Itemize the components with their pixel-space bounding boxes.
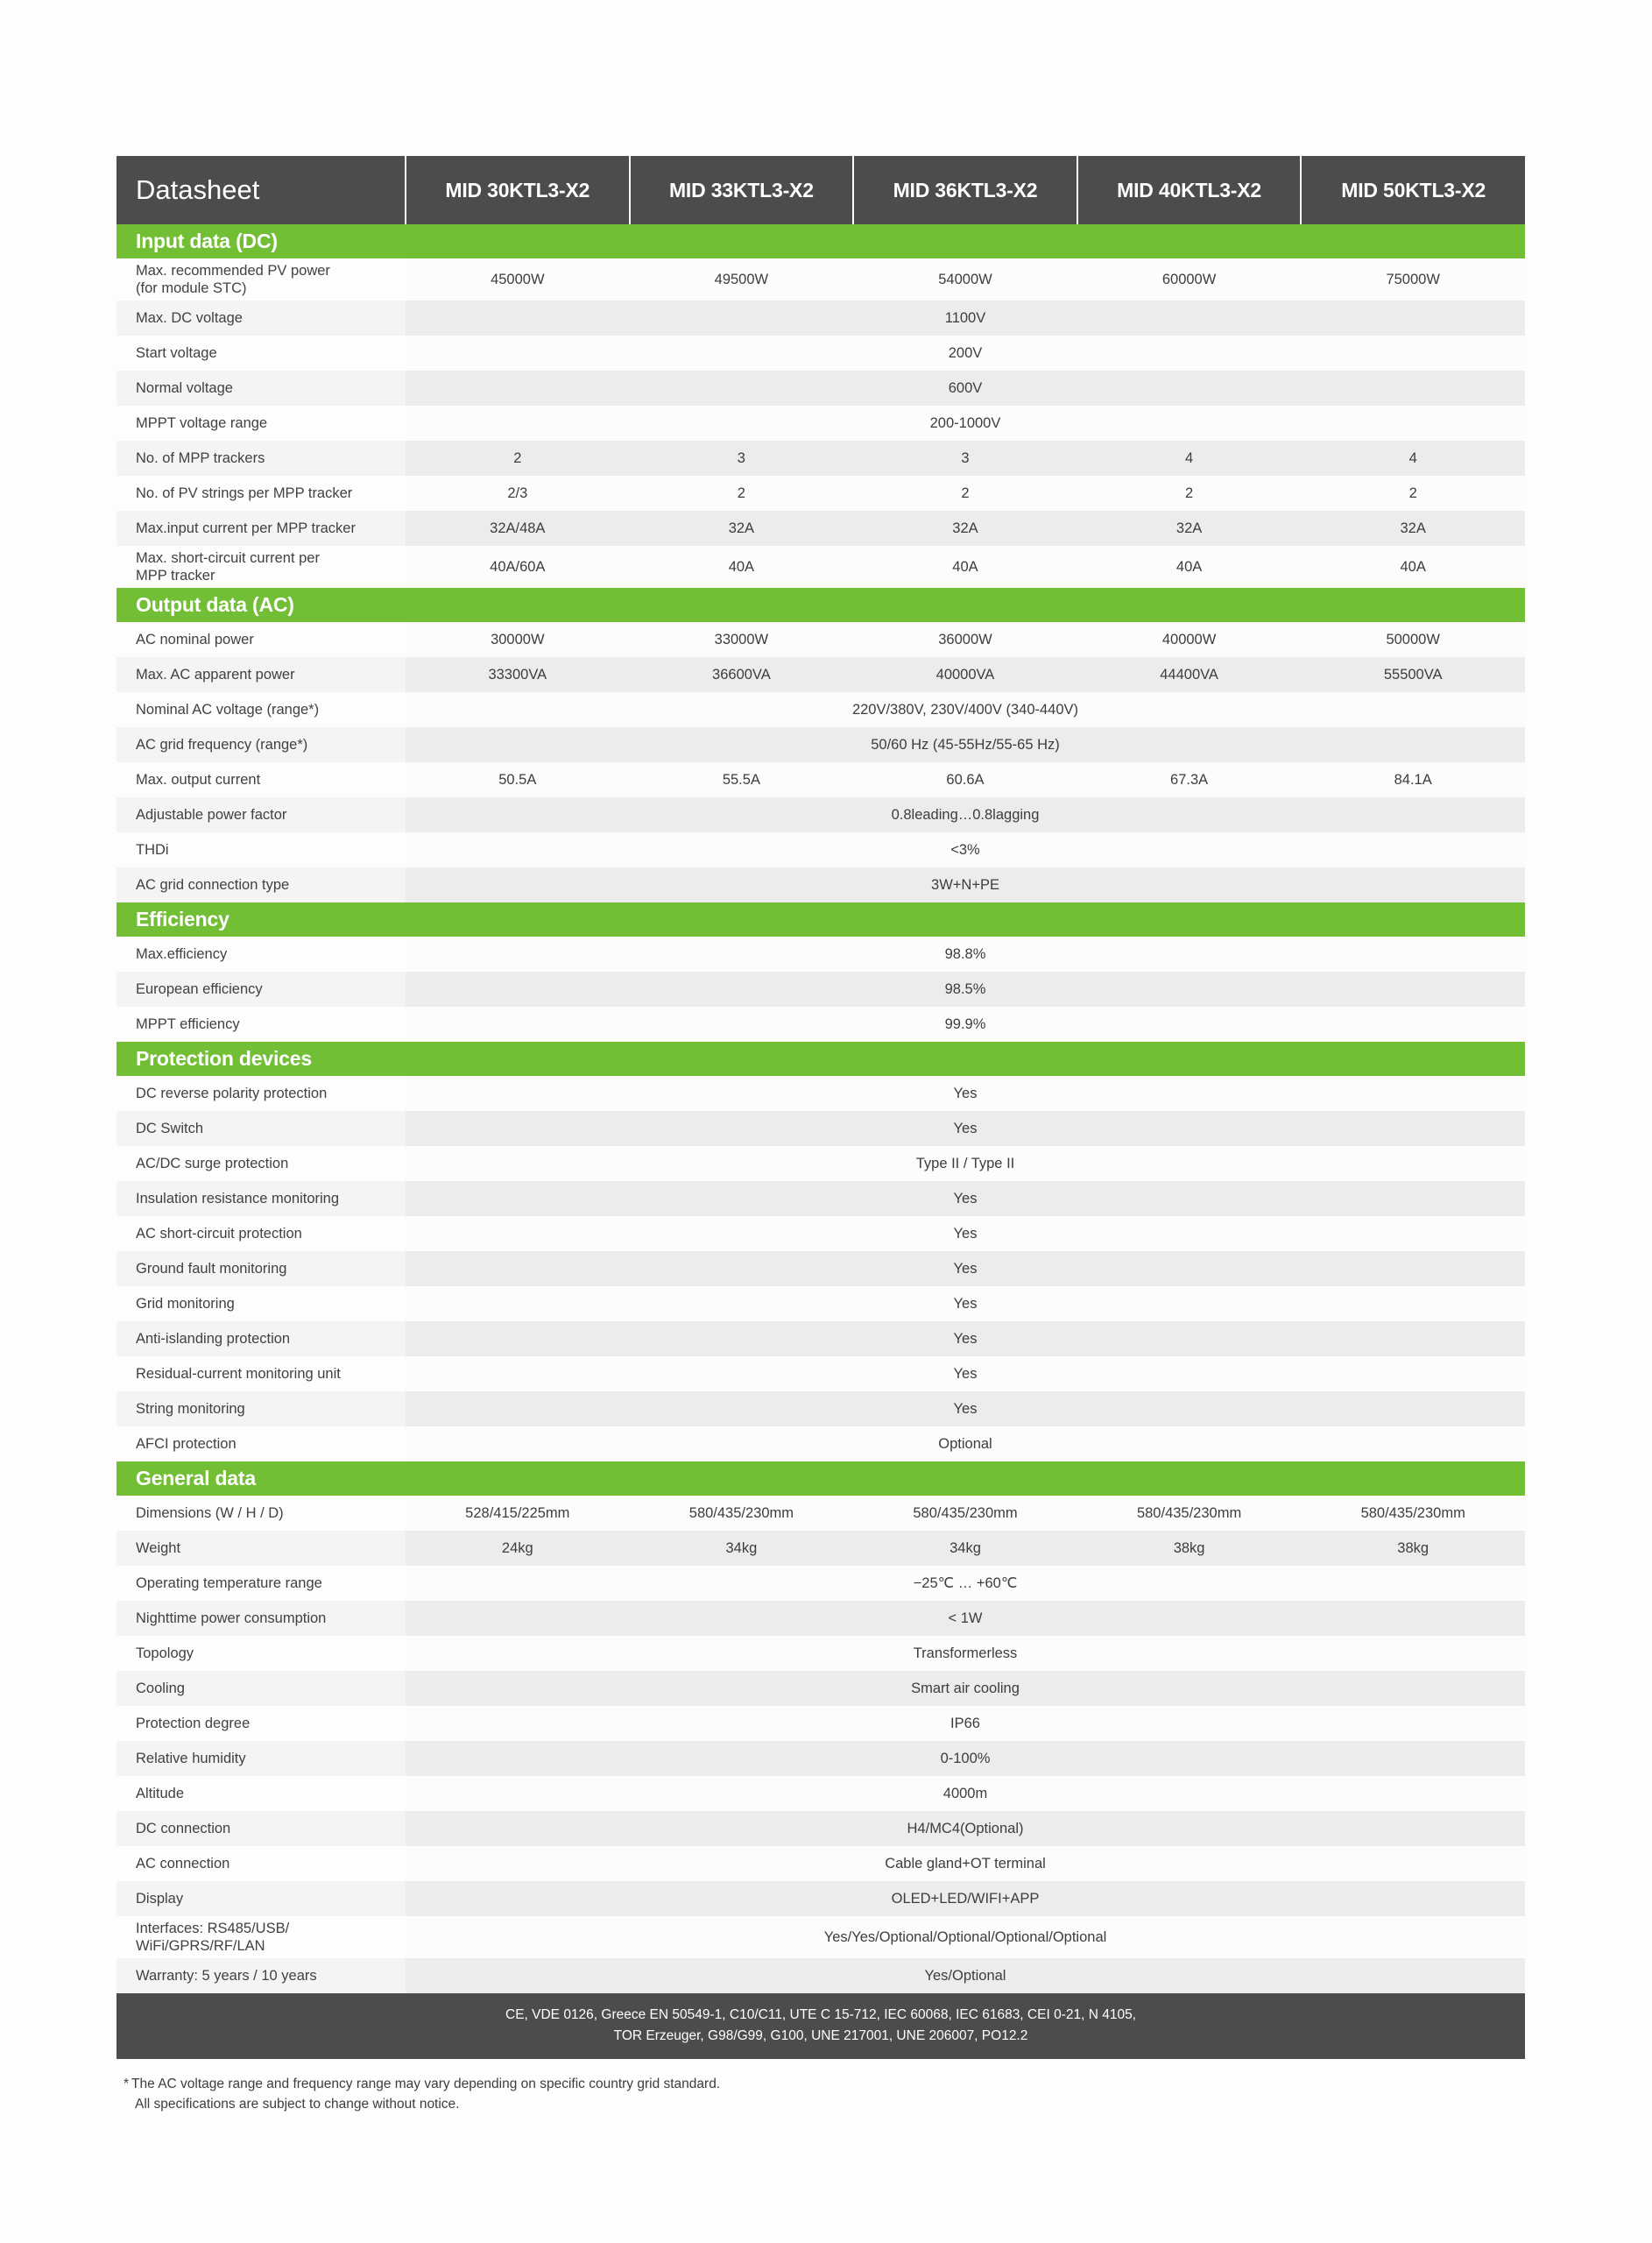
spec-value-all-models: Yes <box>406 1076 1525 1111</box>
spec-label: Max. short-circuit current per MPP tracker <box>116 546 406 588</box>
spec-label: String monitoring <box>116 1391 406 1426</box>
spec-value: 40A <box>1077 546 1302 588</box>
spec-value-all-models: 98.8% <box>406 937 1525 972</box>
spec-label: DC connection <box>116 1811 406 1846</box>
model-column-header-4: MID 40KTL3-X2 <box>1077 156 1302 224</box>
spec-row <box>116 258 1525 301</box>
spec-value-all-models: 200-1000V <box>406 406 1525 441</box>
spec-row <box>116 1601 1525 1636</box>
spec-value-all-models: IP66 <box>406 1706 1525 1741</box>
spec-label: Ground fault monitoring <box>116 1251 406 1286</box>
spec-row <box>116 1881 1525 1916</box>
spec-value-all-models: Yes <box>406 1181 1525 1216</box>
spec-label: Grid monitoring <box>116 1286 406 1321</box>
spec-label: Operating temperature range <box>116 1566 406 1601</box>
spec-value: 40000VA <box>853 657 1077 692</box>
spec-row <box>116 1216 1525 1251</box>
spec-value: 40A <box>1301 546 1525 588</box>
spec-value: 32A <box>1301 511 1525 546</box>
spec-value: 3 <box>853 441 1077 476</box>
spec-row <box>116 1776 1525 1811</box>
spec-value: 50.5A <box>406 762 630 797</box>
spec-row <box>116 1566 1525 1601</box>
spec-label: Protection degree <box>116 1706 406 1741</box>
spec-value: 33000W <box>630 622 854 657</box>
spec-label: Anti-islanding protection <box>116 1321 406 1356</box>
spec-row <box>116 1356 1525 1391</box>
spec-label: No. of PV strings per MPP tracker <box>116 476 406 511</box>
spec-row <box>116 1111 1525 1146</box>
spec-label: No. of MPP trackers <box>116 441 406 476</box>
spec-label: AC grid frequency (range*) <box>116 727 406 762</box>
spec-value-all-models: 220V/380V, 230V/400V (340-440V) <box>406 692 1525 727</box>
spec-row <box>116 1846 1525 1881</box>
spec-value: 55500VA <box>1301 657 1525 692</box>
spec-label: DC Switch <box>116 1111 406 1146</box>
spec-row <box>116 1531 1525 1566</box>
spec-row <box>116 1146 1525 1181</box>
spec-value: 580/435/230mm <box>630 1496 854 1531</box>
spec-value-all-models: Transformerless <box>406 1636 1525 1671</box>
spec-label: Cooling <box>116 1671 406 1706</box>
spec-value: 40A <box>630 546 854 588</box>
spec-value-all-models: 200V <box>406 336 1525 371</box>
spec-value: 2/3 <box>406 476 630 511</box>
spec-value-all-models: Yes/Yes/Optional/Optional/Optional/Optional <box>406 1916 1525 1958</box>
spec-row <box>116 1076 1525 1111</box>
section-header-row <box>116 1042 1525 1076</box>
spec-row <box>116 371 1525 406</box>
spec-value-all-models: Type II / Type II <box>406 1146 1525 1181</box>
table-body <box>116 224 1525 1993</box>
spec-row <box>116 1811 1525 1846</box>
spec-row <box>116 832 1525 867</box>
spec-label: Topology <box>116 1636 406 1671</box>
spec-value: 60000W <box>1077 258 1302 301</box>
spec-value: 34kg <box>630 1531 854 1566</box>
spec-row <box>116 1958 1525 1993</box>
spec-value: 75000W <box>1301 258 1525 301</box>
spec-label: Insulation resistance monitoring <box>116 1181 406 1216</box>
spec-value: 45000W <box>406 258 630 301</box>
certification-line-1: CE, VDE 0126, Greece EN 50549-1, C10/C11, UTE C 15-712, IEC 60068, IEC 61683, CEI 0-21, N 4105, <box>505 2007 1136 2022</box>
spec-label: Max. AC apparent power <box>116 657 406 692</box>
spec-value-all-models: Optional <box>406 1426 1525 1461</box>
spec-row <box>116 727 1525 762</box>
spec-label: THDi <box>116 832 406 867</box>
spec-value: 32A/48A <box>406 511 630 546</box>
spec-row <box>116 1496 1525 1531</box>
spec-value: 38kg <box>1077 1531 1302 1566</box>
spec-value: 67.3A <box>1077 762 1302 797</box>
spec-value-all-models: 50/60 Hz (45-55Hz/55-65 Hz) <box>406 727 1525 762</box>
spec-row <box>116 937 1525 972</box>
spec-value-all-models: Yes <box>406 1356 1525 1391</box>
spec-value: 4 <box>1301 441 1525 476</box>
spec-value-all-models: Yes <box>406 1321 1525 1356</box>
spec-value-all-models: Yes <box>406 1216 1525 1251</box>
spec-value: 49500W <box>630 258 854 301</box>
datasheet-container <box>116 156 1525 2115</box>
spec-value: 32A <box>853 511 1077 546</box>
spec-value-all-models: Yes <box>406 1111 1525 1146</box>
spec-value: 30000W <box>406 622 630 657</box>
spec-row <box>116 1007 1525 1042</box>
spec-label: AC nominal power <box>116 622 406 657</box>
spec-value: 580/435/230mm <box>853 1496 1077 1531</box>
model-column-header-1: MID 30KTL3-X2 <box>406 156 630 224</box>
spec-value-all-models: Yes <box>406 1391 1525 1426</box>
spec-value-all-models: 4000m <box>406 1776 1525 1811</box>
spec-value-all-models: <3% <box>406 832 1525 867</box>
table-header <box>116 156 1525 224</box>
model-column-header-5: MID 50KTL3-X2 <box>1301 156 1525 224</box>
spec-row <box>116 441 1525 476</box>
datasheet-title: Datasheet <box>116 156 406 224</box>
spec-value: 580/435/230mm <box>1301 1496 1525 1531</box>
spec-row <box>116 1671 1525 1706</box>
spec-value-all-models: Yes <box>406 1251 1525 1286</box>
spec-label: Relative humidity <box>116 1741 406 1776</box>
spec-row <box>116 762 1525 797</box>
spec-label: MPPT efficiency <box>116 1007 406 1042</box>
footnote-line-1: The AC voltage range and frequency range may vary depending on specific country grid standard. <box>131 2077 721 2092</box>
spec-value: 3 <box>630 441 854 476</box>
spec-label: Nominal AC voltage (range*) <box>116 692 406 727</box>
spec-row <box>116 1391 1525 1426</box>
spec-label: Weight <box>116 1531 406 1566</box>
footnote <box>116 2074 1525 2115</box>
section-header-row <box>116 588 1525 622</box>
spec-label: AC/DC surge protection <box>116 1146 406 1181</box>
spec-value-all-models: H4/MC4(Optional) <box>406 1811 1525 1846</box>
section-title: Efficiency <box>116 902 1525 937</box>
spec-value: 2 <box>630 476 854 511</box>
spec-label: Max. DC voltage <box>116 301 406 336</box>
spec-row <box>116 406 1525 441</box>
spec-row <box>116 1286 1525 1321</box>
spec-row <box>116 1426 1525 1461</box>
spec-value: 44400VA <box>1077 657 1302 692</box>
spec-value: 2 <box>853 476 1077 511</box>
spec-label: Warranty: 5 years / 10 years <box>116 1958 406 1993</box>
spec-value: 32A <box>630 511 854 546</box>
model-column-header-2: MID 33KTL3-X2 <box>630 156 854 224</box>
spec-label: Interfaces: RS485/USB/ WiFi/GPRS/RF/LAN <box>116 1916 406 1958</box>
spec-value-all-models: < 1W <box>406 1601 1525 1636</box>
spec-row <box>116 1636 1525 1671</box>
spec-label: Dimensions (W / H / D) <box>116 1496 406 1531</box>
spec-label: AC connection <box>116 1846 406 1881</box>
spec-value: 34kg <box>853 1531 1077 1566</box>
spec-value-all-models: Yes/Optional <box>406 1958 1525 1993</box>
spec-value: 55.5A <box>630 762 854 797</box>
spec-label: AC grid connection type <box>116 867 406 902</box>
spec-value: 2 <box>1077 476 1302 511</box>
header-row <box>116 156 1525 224</box>
spec-value: 24kg <box>406 1531 630 1566</box>
spec-row <box>116 657 1525 692</box>
spec-value-all-models: Cable gland+OT terminal <box>406 1846 1525 1881</box>
spec-value-all-models: OLED+LED/WIFI+APP <box>406 1881 1525 1916</box>
certifications-band <box>116 1993 1525 2059</box>
spec-row <box>116 546 1525 588</box>
spec-value-all-models: Yes <box>406 1286 1525 1321</box>
spec-value: 36000W <box>853 622 1077 657</box>
spec-value-all-models: 0-100% <box>406 1741 1525 1776</box>
spec-label: Max.input current per MPP tracker <box>116 511 406 546</box>
spec-row <box>116 511 1525 546</box>
spec-row <box>116 1321 1525 1356</box>
spec-value-all-models: Smart air cooling <box>406 1671 1525 1706</box>
spec-row <box>116 797 1525 832</box>
spec-value: 36600VA <box>630 657 854 692</box>
spec-value-all-models: 1100V <box>406 301 1525 336</box>
section-header-row <box>116 902 1525 937</box>
spec-value-all-models: 600V <box>406 371 1525 406</box>
spec-value: 2 <box>1301 476 1525 511</box>
section-title: General data <box>116 1461 1525 1496</box>
spec-label: Max. output current <box>116 762 406 797</box>
spec-value: 4 <box>1077 441 1302 476</box>
spec-value: 54000W <box>853 258 1077 301</box>
specification-table <box>116 156 1525 1993</box>
spec-label: DC reverse polarity protection <box>116 1076 406 1111</box>
spec-row <box>116 476 1525 511</box>
spec-value-all-models: 3W+N+PE <box>406 867 1525 902</box>
spec-label: AC short-circuit protection <box>116 1216 406 1251</box>
spec-value-all-models: −25℃ … +60℃ <box>406 1566 1525 1601</box>
spec-value: 40A/60A <box>406 546 630 588</box>
footnote-marker: * <box>124 2077 130 2092</box>
spec-value: 33300VA <box>406 657 630 692</box>
spec-row <box>116 301 1525 336</box>
spec-value: 2 <box>406 441 630 476</box>
spec-label: Start voltage <box>116 336 406 371</box>
footnote-line-2: All specifications are subject to change without notice. <box>135 2097 460 2112</box>
section-header-row <box>116 224 1525 258</box>
spec-value-all-models: 0.8leading…0.8lagging <box>406 797 1525 832</box>
spec-row <box>116 336 1525 371</box>
spec-row <box>116 1741 1525 1776</box>
certification-line-2: TOR Erzeuger, G98/G99, G100, UNE 217001, UNE 206007, PO12.2 <box>613 2028 1028 2044</box>
spec-label: AFCI protection <box>116 1426 406 1461</box>
spec-row <box>116 867 1525 902</box>
section-title: Output data (AC) <box>116 588 1525 622</box>
section-header-row <box>116 1461 1525 1496</box>
model-column-header-3: MID 36KTL3-X2 <box>853 156 1077 224</box>
spec-value: 60.6A <box>853 762 1077 797</box>
spec-label: Display <box>116 1881 406 1916</box>
spec-value: 38kg <box>1301 1531 1525 1566</box>
spec-value: 40000W <box>1077 622 1302 657</box>
spec-value: 580/435/230mm <box>1077 1496 1302 1531</box>
spec-row <box>116 622 1525 657</box>
section-title: Protection devices <box>116 1042 1525 1076</box>
spec-row <box>116 1181 1525 1216</box>
spec-value: 40A <box>853 546 1077 588</box>
spec-label: Normal voltage <box>116 371 406 406</box>
spec-label: Residual-current monitoring unit <box>116 1356 406 1391</box>
spec-label: Max.efficiency <box>116 937 406 972</box>
spec-value: 528/415/225mm <box>406 1496 630 1531</box>
spec-label: Max. recommended PV power (for module STC) <box>116 258 406 301</box>
spec-value: 32A <box>1077 511 1302 546</box>
spec-label: Adjustable power factor <box>116 797 406 832</box>
section-title: Input data (DC) <box>116 224 1525 258</box>
spec-value: 84.1A <box>1301 762 1525 797</box>
spec-row <box>116 692 1525 727</box>
spec-value: 50000W <box>1301 622 1525 657</box>
spec-row <box>116 972 1525 1007</box>
spec-label: MPPT voltage range <box>116 406 406 441</box>
spec-row <box>116 1916 1525 1958</box>
spec-label: European efficiency <box>116 972 406 1007</box>
spec-row <box>116 1251 1525 1286</box>
spec-row <box>116 1706 1525 1741</box>
spec-value-all-models: 99.9% <box>406 1007 1525 1042</box>
spec-label: Altitude <box>116 1776 406 1811</box>
spec-label: Nighttime power consumption <box>116 1601 406 1636</box>
spec-value-all-models: 98.5% <box>406 972 1525 1007</box>
